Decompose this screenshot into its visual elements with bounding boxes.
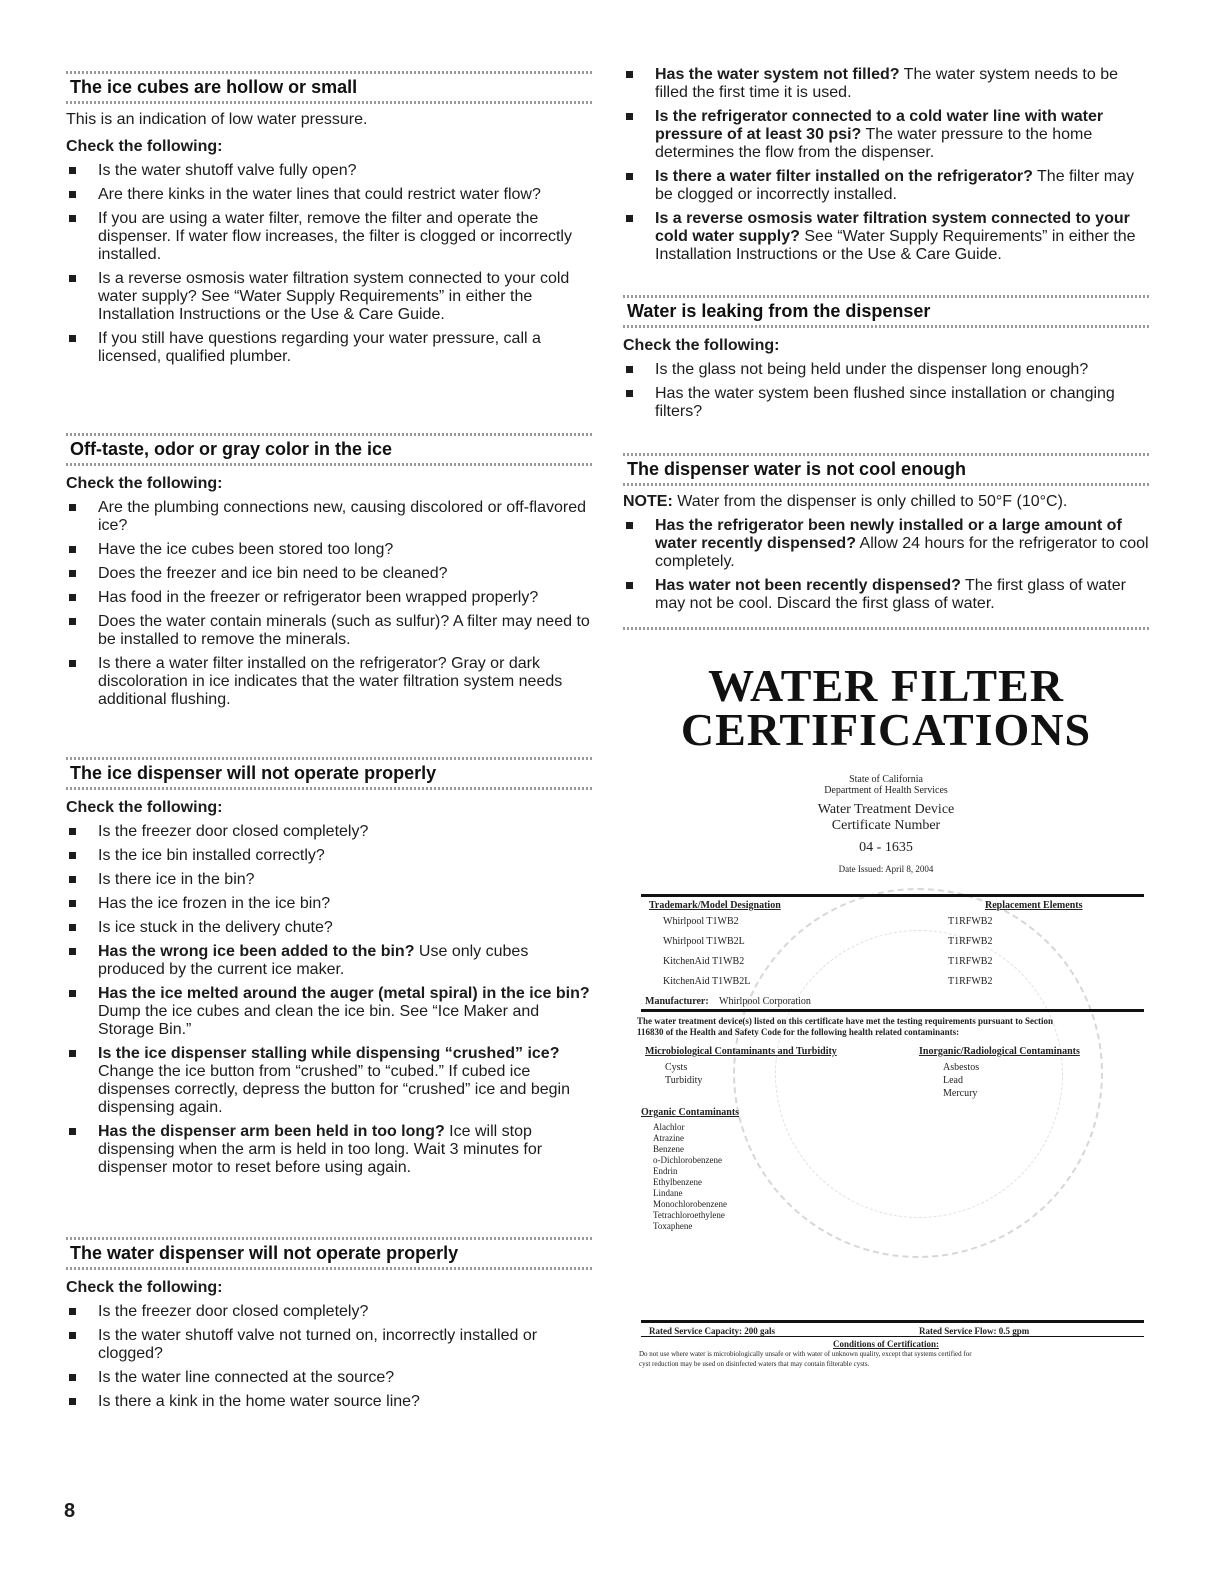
seal-inner-ring bbox=[775, 930, 1063, 1218]
list-item: Has the water system not filled? The water system needs to be filled the first time it is used. bbox=[623, 66, 1149, 102]
list-item: Is ice stuck in the delivery chute? bbox=[66, 919, 592, 937]
dotted-rule bbox=[623, 483, 1149, 486]
bullet-icon bbox=[69, 1332, 76, 1339]
bullet-icon bbox=[69, 1374, 76, 1381]
section-off-taste bbox=[66, 430, 592, 709]
bullet-icon bbox=[69, 1398, 76, 1405]
list-item: Is the ice dispenser stalling while dispensing “crushed” ice? Change the ice button from “crushed” to “cubed.” If cubed ice dispenses correctly, depress the button for “crushed” ice and begin dispensing again. bbox=[66, 1045, 592, 1117]
cert-dept: Department of Health Services bbox=[824, 785, 948, 796]
conditions-header: Conditions of Certification: bbox=[833, 1339, 939, 1349]
organic-header: Organic Contaminants bbox=[641, 1107, 740, 1118]
cert-number-label: Certificate Number bbox=[831, 818, 941, 833]
list-item: Is a reverse osmosis water filtration system connected to your cold water supply? See “Water Supply Requirements” in either the Installation Instructions or the Use & Care Guide. bbox=[66, 270, 592, 324]
bullet-icon bbox=[626, 582, 633, 589]
check-label: Check the following: bbox=[66, 1279, 223, 1296]
contaminant-item: Benzene bbox=[653, 1144, 684, 1154]
manufacturer: Whirlpool Corporation bbox=[719, 996, 811, 1007]
bullet-icon bbox=[69, 275, 76, 282]
replacement-item: T1RFWB2 bbox=[948, 936, 993, 947]
bullet-list bbox=[66, 1303, 592, 1411]
section-title: The water dispenser will not operate properly bbox=[70, 1243, 459, 1263]
model-item: Whirlpool T1WB2L bbox=[663, 936, 745, 947]
list-item: Has the wrong ice been added to the bin? Use only cubes produced by the current ice maker. bbox=[66, 943, 592, 979]
list-item: Is the water shutoff valve not turned on, incorrectly installed or clogged? bbox=[66, 1327, 592, 1363]
section-header bbox=[623, 450, 1149, 486]
bullet-icon bbox=[69, 504, 76, 511]
contaminant-item: Toxaphene bbox=[653, 1221, 693, 1231]
dotted-rule bbox=[66, 1267, 592, 1270]
model-item: KitchenAid T1WB2 bbox=[663, 956, 745, 967]
model-item: Whirlpool T1WB2 bbox=[663, 916, 739, 927]
dotted-rule bbox=[66, 463, 592, 466]
bullet-icon bbox=[626, 113, 633, 120]
section-title: Off-taste, odor or gray color in the ice bbox=[70, 439, 393, 459]
rated-capacity: Rated Service Capacity: 200 gals bbox=[649, 1326, 775, 1336]
list-item: Is there a water filter installed on the refrigerator? Gray or dark discoloration in ice indicates that the water filtration system needs additional flushing. bbox=[66, 655, 592, 709]
bullet-icon bbox=[69, 618, 76, 625]
list-item: Does the freezer and ice bin need to be cleaned? bbox=[66, 565, 592, 583]
dotted-rule bbox=[623, 325, 1149, 328]
replacement-item: T1RFWB2 bbox=[948, 916, 993, 927]
section-water-system bbox=[623, 60, 1149, 264]
contaminant-item: Lead bbox=[943, 1075, 963, 1086]
section-intro: This is an indication of low water pressure. bbox=[66, 111, 368, 128]
bullet-icon bbox=[626, 215, 633, 222]
model-item: KitchenAid T1WB2L bbox=[663, 976, 751, 987]
page-number: 8 bbox=[64, 1500, 76, 1522]
bullet-icon bbox=[69, 900, 76, 907]
bullet-icon bbox=[69, 570, 76, 577]
contaminant-item: Asbestos bbox=[943, 1062, 980, 1073]
conditions-text: cyst reduction may be used on disinfected waters that may contain filterable cysts. bbox=[639, 1360, 870, 1368]
list-item: Has the ice frozen in the ice bin? bbox=[66, 895, 592, 913]
conditions-text: Do not use where water is microbiologically unsafe or with water of unknown quality, except that systems certified for bbox=[639, 1350, 972, 1358]
list-item: Has the refrigerator been newly installed or a large amount of water recently dispensed? Allow 24 hours for the refrigerator to cool completely. bbox=[623, 517, 1149, 571]
list-item: Is there a water filter installed on the refrigerator? The filter may be clogged or incorrectly installed. bbox=[623, 168, 1149, 204]
cert-rule bbox=[641, 894, 1144, 897]
check-label: Check the following: bbox=[623, 337, 780, 354]
list-item: Is the water shutoff valve fully open? bbox=[66, 162, 592, 180]
cert-rule bbox=[641, 1336, 1144, 1337]
cert-device: Water Treatment Device bbox=[817, 802, 955, 817]
bullet-icon bbox=[69, 215, 76, 222]
list-item: Has the ice melted around the auger (metal spiral) in the ice bin? Dump the ice cubes and clean the ice bin. See “Ice Maker and Storage Bin.” bbox=[66, 985, 592, 1039]
section-header bbox=[623, 292, 1149, 328]
bullet-icon bbox=[69, 1308, 76, 1315]
section-water-leaking bbox=[623, 292, 1149, 421]
contaminant-item: Turbidity bbox=[665, 1075, 703, 1086]
bullet-icon bbox=[69, 990, 76, 997]
bullet-icon bbox=[69, 546, 76, 553]
bullet-icon bbox=[69, 191, 76, 198]
bullet-icon bbox=[626, 71, 633, 78]
section-water-not-cool bbox=[623, 450, 1149, 630]
bullet-icon bbox=[626, 173, 633, 180]
list-item: Is a reverse osmosis water filtration system connected to your cold water supply? See “Water Supply Requirements” in either the Installation Instructions or the Use & Care Guide. bbox=[623, 210, 1149, 264]
list-item: Is the freezer door closed completely? bbox=[66, 823, 592, 841]
certificate bbox=[623, 770, 1149, 1390]
cert-statement: The water treatment device(s) listed on this certificate have met the testing requirements pursuant to Section bbox=[637, 1016, 1054, 1026]
list-item: Does the water contain minerals (such as sulfur)? A filter may need to be installed to remove the minerals. bbox=[66, 613, 592, 649]
list-item: Is the refrigerator connected to a cold water line with water pressure of at least 30 psi? The water pressure to the home determines the flow from the dispenser. bbox=[623, 108, 1149, 162]
list-item: Is the water line connected at the source? bbox=[66, 1369, 592, 1387]
bullet-icon bbox=[69, 167, 76, 174]
replacement-item: T1RFWB2 bbox=[948, 976, 993, 987]
section-ice-dispenser bbox=[66, 754, 592, 1177]
list-item: Is the freezer door closed completely? bbox=[66, 1303, 592, 1321]
check-label: Check the following: bbox=[66, 138, 223, 155]
list-item: Has water not been recently dispensed? The first glass of water may not be cool. Discard the first glass of water. bbox=[623, 577, 1149, 613]
bullet-list bbox=[66, 823, 592, 1177]
cert-number: 04 - 1635 bbox=[859, 840, 913, 855]
list-item: Has the dispenser arm been held in too long? Ice will stop dispensing when the arm is held in too long. Wait 3 minutes for dispenser motor to reset before using again. bbox=[66, 1123, 592, 1177]
bullet-list bbox=[66, 499, 592, 709]
list-item: If you still have questions regarding your water pressure, call a licensed, qualified plumber. bbox=[66, 330, 592, 366]
list-item: Have the ice cubes been stored too long? bbox=[66, 541, 592, 559]
contaminant-item: Atrazine bbox=[653, 1133, 684, 1143]
section-title: The ice dispenser will not operate properly bbox=[70, 763, 437, 783]
trademark-header: Trademark/Model Designation bbox=[649, 900, 781, 911]
bullet-icon bbox=[69, 1050, 76, 1057]
contaminant-item: Mercury bbox=[943, 1088, 978, 1099]
note: NOTE: Water from the dispenser is only chilled to 50°F (10°C). bbox=[623, 493, 1068, 510]
bullet-icon bbox=[69, 828, 76, 835]
section-header bbox=[66, 68, 592, 104]
contaminant-item: Monochlorobenzene bbox=[653, 1199, 727, 1209]
list-item: Is there ice in the bin? bbox=[66, 871, 592, 889]
section-water-dispenser bbox=[66, 1234, 592, 1411]
title-line: WATER FILTER bbox=[708, 660, 1064, 711]
section-ice-hollow bbox=[66, 68, 592, 366]
bullet-icon bbox=[69, 924, 76, 931]
cert-date: Date Issued: April 8, 2004 bbox=[838, 864, 934, 874]
replacement-header: Replacement Elements bbox=[985, 900, 1083, 911]
manufacturer-label: Manufacturer: bbox=[645, 996, 709, 1007]
section-header bbox=[66, 1234, 592, 1270]
list-item: Has food in the freezer or refrigerator been wrapped properly? bbox=[66, 589, 592, 607]
list-item: Has the water system been flushed since installation or changing filters? bbox=[623, 385, 1149, 421]
title-line: CERTIFICATIONS bbox=[680, 704, 1092, 755]
replacement-item: T1RFWB2 bbox=[948, 956, 993, 967]
cert-statement: 116830 of the Health and Safety Code for the following health related contaminants: bbox=[637, 1027, 960, 1037]
list-item: If you are using a water filter, remove the filter and operate the dispenser. If water flow increases, the filter is clogged or incorrectly installed. bbox=[66, 210, 592, 264]
certifications-title bbox=[623, 660, 1149, 755]
bullet-icon bbox=[626, 522, 633, 529]
bullet-list bbox=[623, 361, 1149, 421]
bullet-icon bbox=[69, 335, 76, 342]
contaminant-item: o-Dichlorobenzene bbox=[653, 1155, 722, 1165]
bullet-list bbox=[66, 162, 592, 366]
check-label: Check the following: bbox=[66, 475, 223, 492]
contaminant-item: Cysts bbox=[665, 1062, 688, 1073]
section-header bbox=[66, 430, 592, 466]
contaminant-item: Alachlor bbox=[653, 1122, 685, 1132]
bullet-icon bbox=[626, 366, 633, 373]
dotted-rule bbox=[66, 787, 592, 790]
check-label: Check the following: bbox=[66, 799, 223, 816]
dotted-rule bbox=[66, 101, 592, 104]
bullet-icon bbox=[69, 876, 76, 883]
bullet-icon bbox=[69, 660, 76, 667]
state-seal-watermark bbox=[733, 888, 1103, 1258]
list-item: Are there kinks in the water lines that could restrict water flow? bbox=[66, 186, 592, 204]
bullet-icon bbox=[69, 594, 76, 601]
rated-flow: Rated Service Flow: 0.5 gpm bbox=[919, 1326, 1030, 1336]
cert-rule bbox=[641, 1009, 1144, 1012]
contaminant-item: Endrin bbox=[653, 1166, 678, 1176]
dotted-rule bbox=[623, 627, 1149, 630]
section-title: Water is leaking from the dispenser bbox=[627, 301, 931, 321]
list-item: Is the glass not being held under the dispenser long enough? bbox=[623, 361, 1149, 379]
inorganic-header: Inorganic/Radiological Contaminants bbox=[919, 1046, 1080, 1057]
section-title: The dispenser water is not cool enough bbox=[627, 459, 967, 479]
contaminant-item: Tetrachloroethylene bbox=[653, 1210, 725, 1220]
section-header bbox=[66, 754, 592, 790]
bullet-icon bbox=[69, 1128, 76, 1135]
bullet-icon bbox=[69, 948, 76, 955]
bullet-list bbox=[623, 66, 1149, 264]
list-item: Are the plumbing connections new, causing discolored or off-flavored ice? bbox=[66, 499, 592, 535]
bullet-list bbox=[623, 517, 1149, 613]
bullet-icon bbox=[626, 390, 633, 397]
contaminant-item: Ethylbenzene bbox=[653, 1177, 702, 1187]
list-item: Is there a kink in the home water source line? bbox=[66, 1393, 592, 1411]
micro-header: Microbiological Contaminants and Turbidity bbox=[645, 1046, 837, 1057]
cert-rule bbox=[641, 1320, 1144, 1323]
cert-state: State of California bbox=[849, 774, 923, 785]
bullet-icon bbox=[69, 852, 76, 859]
contaminant-item: Lindane bbox=[653, 1188, 683, 1198]
section-title: The ice cubes are hollow or small bbox=[70, 77, 358, 97]
list-item: Is the ice bin installed correctly? bbox=[66, 847, 592, 865]
